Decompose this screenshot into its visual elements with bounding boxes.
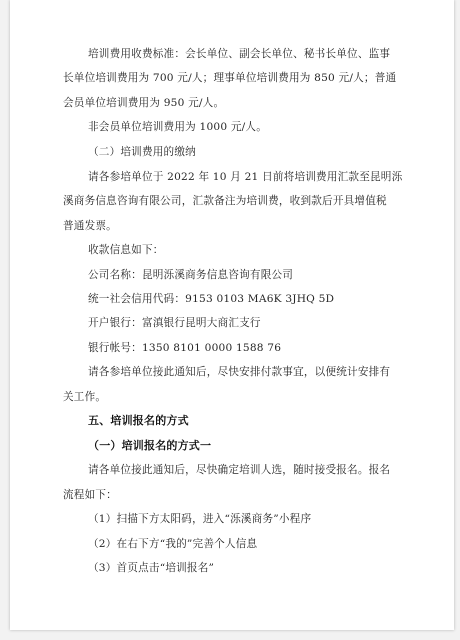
non-member-fee-line: 非会员单位培训费用为 1000 元/人。 <box>88 121 267 133</box>
fee-standard-line-3: 会员单位培训费用为 950 元/人。 <box>63 97 225 109</box>
registration-step-1: （1）扫描下方太阳码，进入“泺溪商务”小程序 <box>88 513 312 525</box>
section-fee-payment-heading: （二）培训费用的缴纳 <box>88 146 196 158</box>
payment-instruction-line-3: 普通发票。 <box>63 220 117 232</box>
registration-instruction-line-2: 流程如下： <box>63 489 117 501</box>
fee-standard-line-2: 长单位培训费用为 700 元/人；理事单位培训费用为 850 元/人；普通 <box>63 72 397 84</box>
payment-instruction-line-2: 溪商务信息咨询有限公司，汇款备注为培训费，收到款后开具增值税 <box>63 195 387 207</box>
payment-notice-line-1: 请各参培单位接此通知后，尽快安排付款事宜，以便统计安排有 <box>88 366 391 378</box>
registration-method-one-heading: （一）培训报名的方式一 <box>88 439 212 452</box>
section-registration-heading: 五、培训报名的方式 <box>88 414 189 427</box>
credit-code-line: 统一社会信用代码：9153 0103 MA6K 3JHQ 5D <box>88 293 335 305</box>
bank-name-line: 开户银行：富滇银行昆明大商汇支行 <box>88 317 261 329</box>
payment-notice-line-2: 关工作。 <box>63 391 107 403</box>
payment-instruction-line-1: 请各参培单位于 2022 年 10 月 21 日前将培训费用汇款至昆明泺 <box>88 171 403 183</box>
document-page <box>10 0 454 630</box>
registration-step-2: （2）在右下方“我的”完善个人信息 <box>88 538 258 550</box>
bank-account-line: 银行帐号：1350 8101 0000 1588 76 <box>88 342 282 354</box>
company-name-line: 公司名称：昆明泺溪商务信息咨询有限公司 <box>88 269 294 281</box>
fee-standard-line-1: 培训费用收费标准：会长单位、副会长单位、秘书长单位、监事 <box>88 48 391 60</box>
registration-step-3: （3）首页点击“培训报名” <box>88 562 215 574</box>
payee-info-heading: 收款信息如下： <box>88 244 164 256</box>
registration-instruction-line-1: 请各单位接此通知后，尽快确定培训人选，随时接受报名。报名 <box>88 464 391 476</box>
